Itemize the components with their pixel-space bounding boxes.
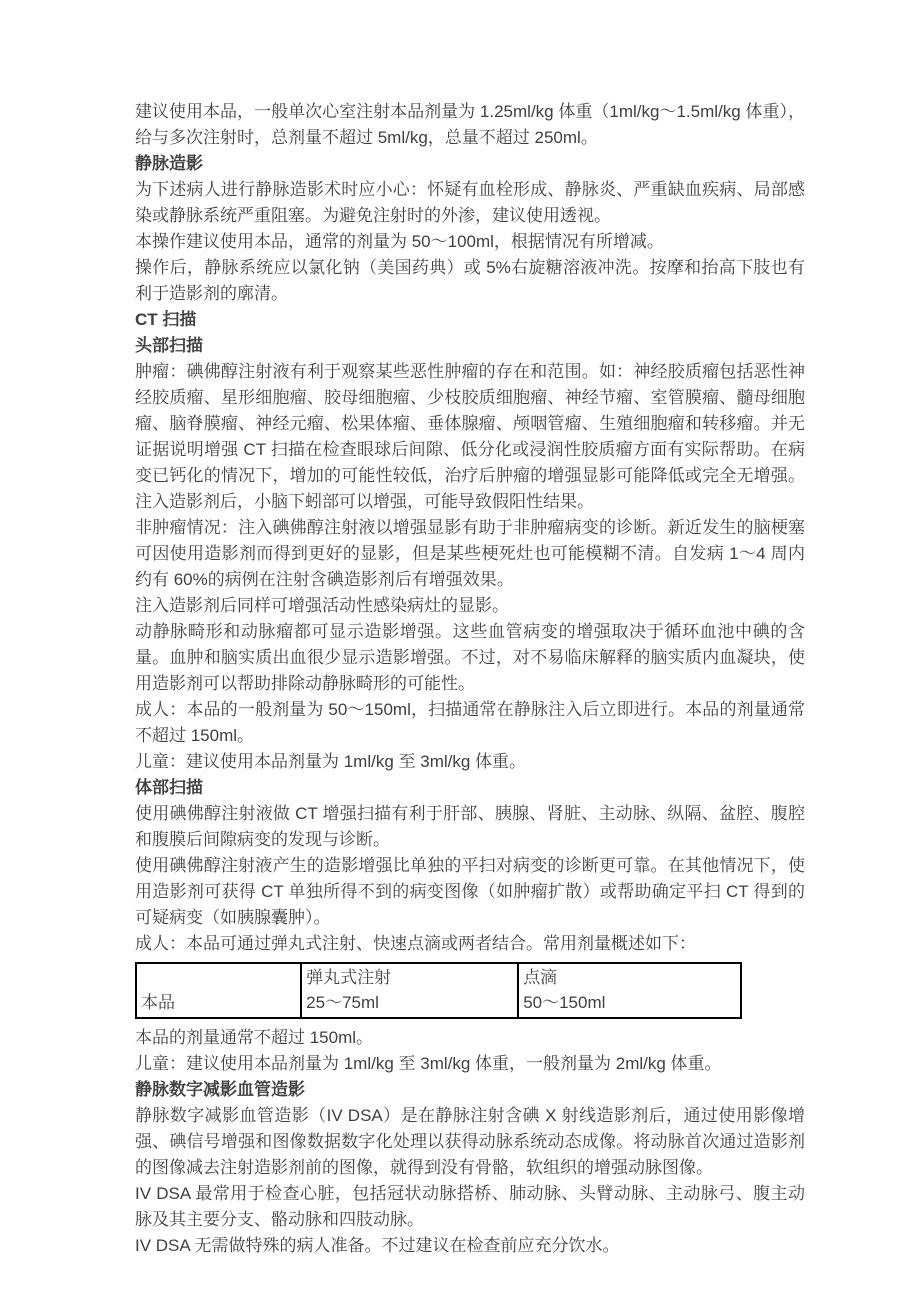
paragraph-venography-dose: 本操作建议使用本品，通常的剂量为 50～100ml，根据情况有所增减。 <box>135 232 664 251</box>
paragraph-head-child-dose: 儿童：建议使用本品剂量为 1ml/kg 至 3ml/kg 体重。 <box>135 752 527 771</box>
dosage-table-cell-bolus <box>301 963 518 1018</box>
paragraph-body-scan-enhancement: 使用碘佛醇注射液产生的造影增强比单独的平扫对病变的诊断更可靠。在其他情况下，使用造影剂可获得 CT 单独所得不到的病变图像（如肿瘤扩散）或帮助确定平扫 CT 得到的可疑病变（如胰腺囊肿）。 <box>135 856 805 927</box>
paragraph-body-adult-dose-intro: 成人：本品可通过弹丸式注射、快速点滴或两者结合。常用剂量概述如下： <box>135 934 696 953</box>
paragraph-venography-flush: 操作后，静脉系统应以氯化钠（美国药典）或 5%右旋糖溶液冲洗。按摩和抬高下肢也有利于造影剂的廓清。 <box>135 258 805 303</box>
paragraph-tumor: 肿瘤：碘佛醇注射液有利于观察某些恶性肿瘤的存在和范围。如：神经胶质瘤包括恶性神经胶质瘤、星形细胞瘤、胶母细胞瘤、少枝胶质细胞瘤、神经节瘤、室管膜瘤、髓母细胞瘤、脑脊膜瘤、神经元瘤、松果体瘤、垂体腺瘤、颅咽管瘤、生殖细胞瘤和转移瘤。并无证据说明增强 CT 扫描在检查眼球后间隙、低分化或浸润性胶质瘤方面有实际帮助。在病变已钙化的情况下，增加的可能性较低，治疗后肿瘤的增强显影可能降低或完全无增强。注入造影剂后，小脑下蚓部可以增强，可能导致假阳性结果。 <box>135 362 805 511</box>
dosage-table-cell-product <box>136 963 301 1018</box>
dosage-table-value-product: 本品 <box>141 993 175 1012</box>
dosage-table <box>135 962 742 1019</box>
section-heading-venography: 静脉造影 <box>135 154 203 173</box>
paragraph-iv-dsa-preparation: IV DSA 无需做特殊的病人准备。不过建议在检查前应充分饮水。 <box>135 1236 620 1255</box>
paragraph-body-child-dose: 儿童：建议使用本品剂量为 1ml/kg 至 3ml/kg 体重，一般剂量为 2ml/kg 体重。 <box>135 1054 722 1073</box>
dosage-table-header-bolus: 弹丸式注射 <box>306 968 392 987</box>
dosage-table-value-drip: 50～150ml <box>523 993 606 1012</box>
dosage-table-header-drip: 点滴 <box>523 968 558 987</box>
paragraph-head-adult-dose: 成人：本品的一般剂量为 50～150ml，扫描通常在静脉注入后立即进行。本品的剂量通常不超过 150ml。 <box>135 700 805 745</box>
paragraph-non-tumor: 非肿瘤情况：注入碘佛醇注射液以增强显影有助于非肿瘤病变的诊断。新近发生的脑梗塞可因使用造影剂而得到更好的显影，但是某些梗死灶也可能模糊不清。自发病 1～4 周内约有 60%的病例在注射含碘造影剂后有增强效果。 <box>135 518 805 589</box>
dosage-table-cell-drip <box>518 963 741 1018</box>
paragraph-infection-lesion: 注入造影剂后同样可增强活动性感染病灶的显影。 <box>135 596 509 615</box>
paragraph-avm-aneurysm: 动静脉畸形和动脉瘤都可显示造影增强。这些血管病变的增强取决于循环血池中碘的含量。血肿和脑实质出血很少显示造影增强。不过，对不易临床解释的脑实质内血凝块，使用造影剂可以帮助排除动静脉畸形的可能性。 <box>135 622 805 693</box>
section-heading-iv-dsa: 静脉数字减影血管造影 <box>135 1080 305 1099</box>
section-heading-body-scan: 体部扫描 <box>135 778 203 797</box>
section-heading-ct-scan: CT 扫描 <box>135 310 197 329</box>
section-heading-head-scan: 头部扫描 <box>135 336 203 355</box>
paragraph-body-max-dose: 本品的剂量通常不超过 150ml。 <box>135 1028 374 1047</box>
paragraph-dose-ventricle: 建议使用本品，一般单次心室注射本品剂量为 1.25ml/kg 体重（1ml/kg～1.5ml/kg 体重），给与多次注射时，总剂量不超过 5ml/kg，总量不超过 250ml。 <box>135 102 805 147</box>
dosage-table-value-bolus: 25～75ml <box>306 993 379 1012</box>
paragraph-body-scan-use: 使用碘佛醇注射液做 CT 增强扫描有利于肝部、胰腺、肾脏、主动脉、纵隔、盆腔、腹腔和腹膜后间隙病变的发现与诊断。 <box>135 804 805 849</box>
paragraph-venography-caution: 为下述病人进行静脉造影术时应小心：怀疑有血栓形成、静脉炎、严重缺血疾病、局部感染或静脉系统严重阻塞。为避免注射时的外渗，建议使用透视。 <box>135 180 805 225</box>
dosage-table-row <box>136 963 741 1018</box>
dosage-table-header-empty <box>141 965 296 990</box>
paragraph-iv-dsa-uses: IV DSA 最常用于检查心脏，包括冠状动脉搭桥、肺动脉、头臂动脉、主动脉弓、腹主动脉及其主要分支、骼动脉和四肢动脉。 <box>135 1184 805 1229</box>
paragraph-iv-dsa-description: 静脉数字减影血管造影（IV DSA）是在静脉注射含碘 X 射线造影剂后，通过使用影像增强、碘信号增强和图像数据数字化处理以获得动脉系统动态成像。将动脉首次通过造影剂的图像减去注射造影剂前的图像，就得到没有骨骼，软组织的增强动脉图像。 <box>135 1106 805 1177</box>
